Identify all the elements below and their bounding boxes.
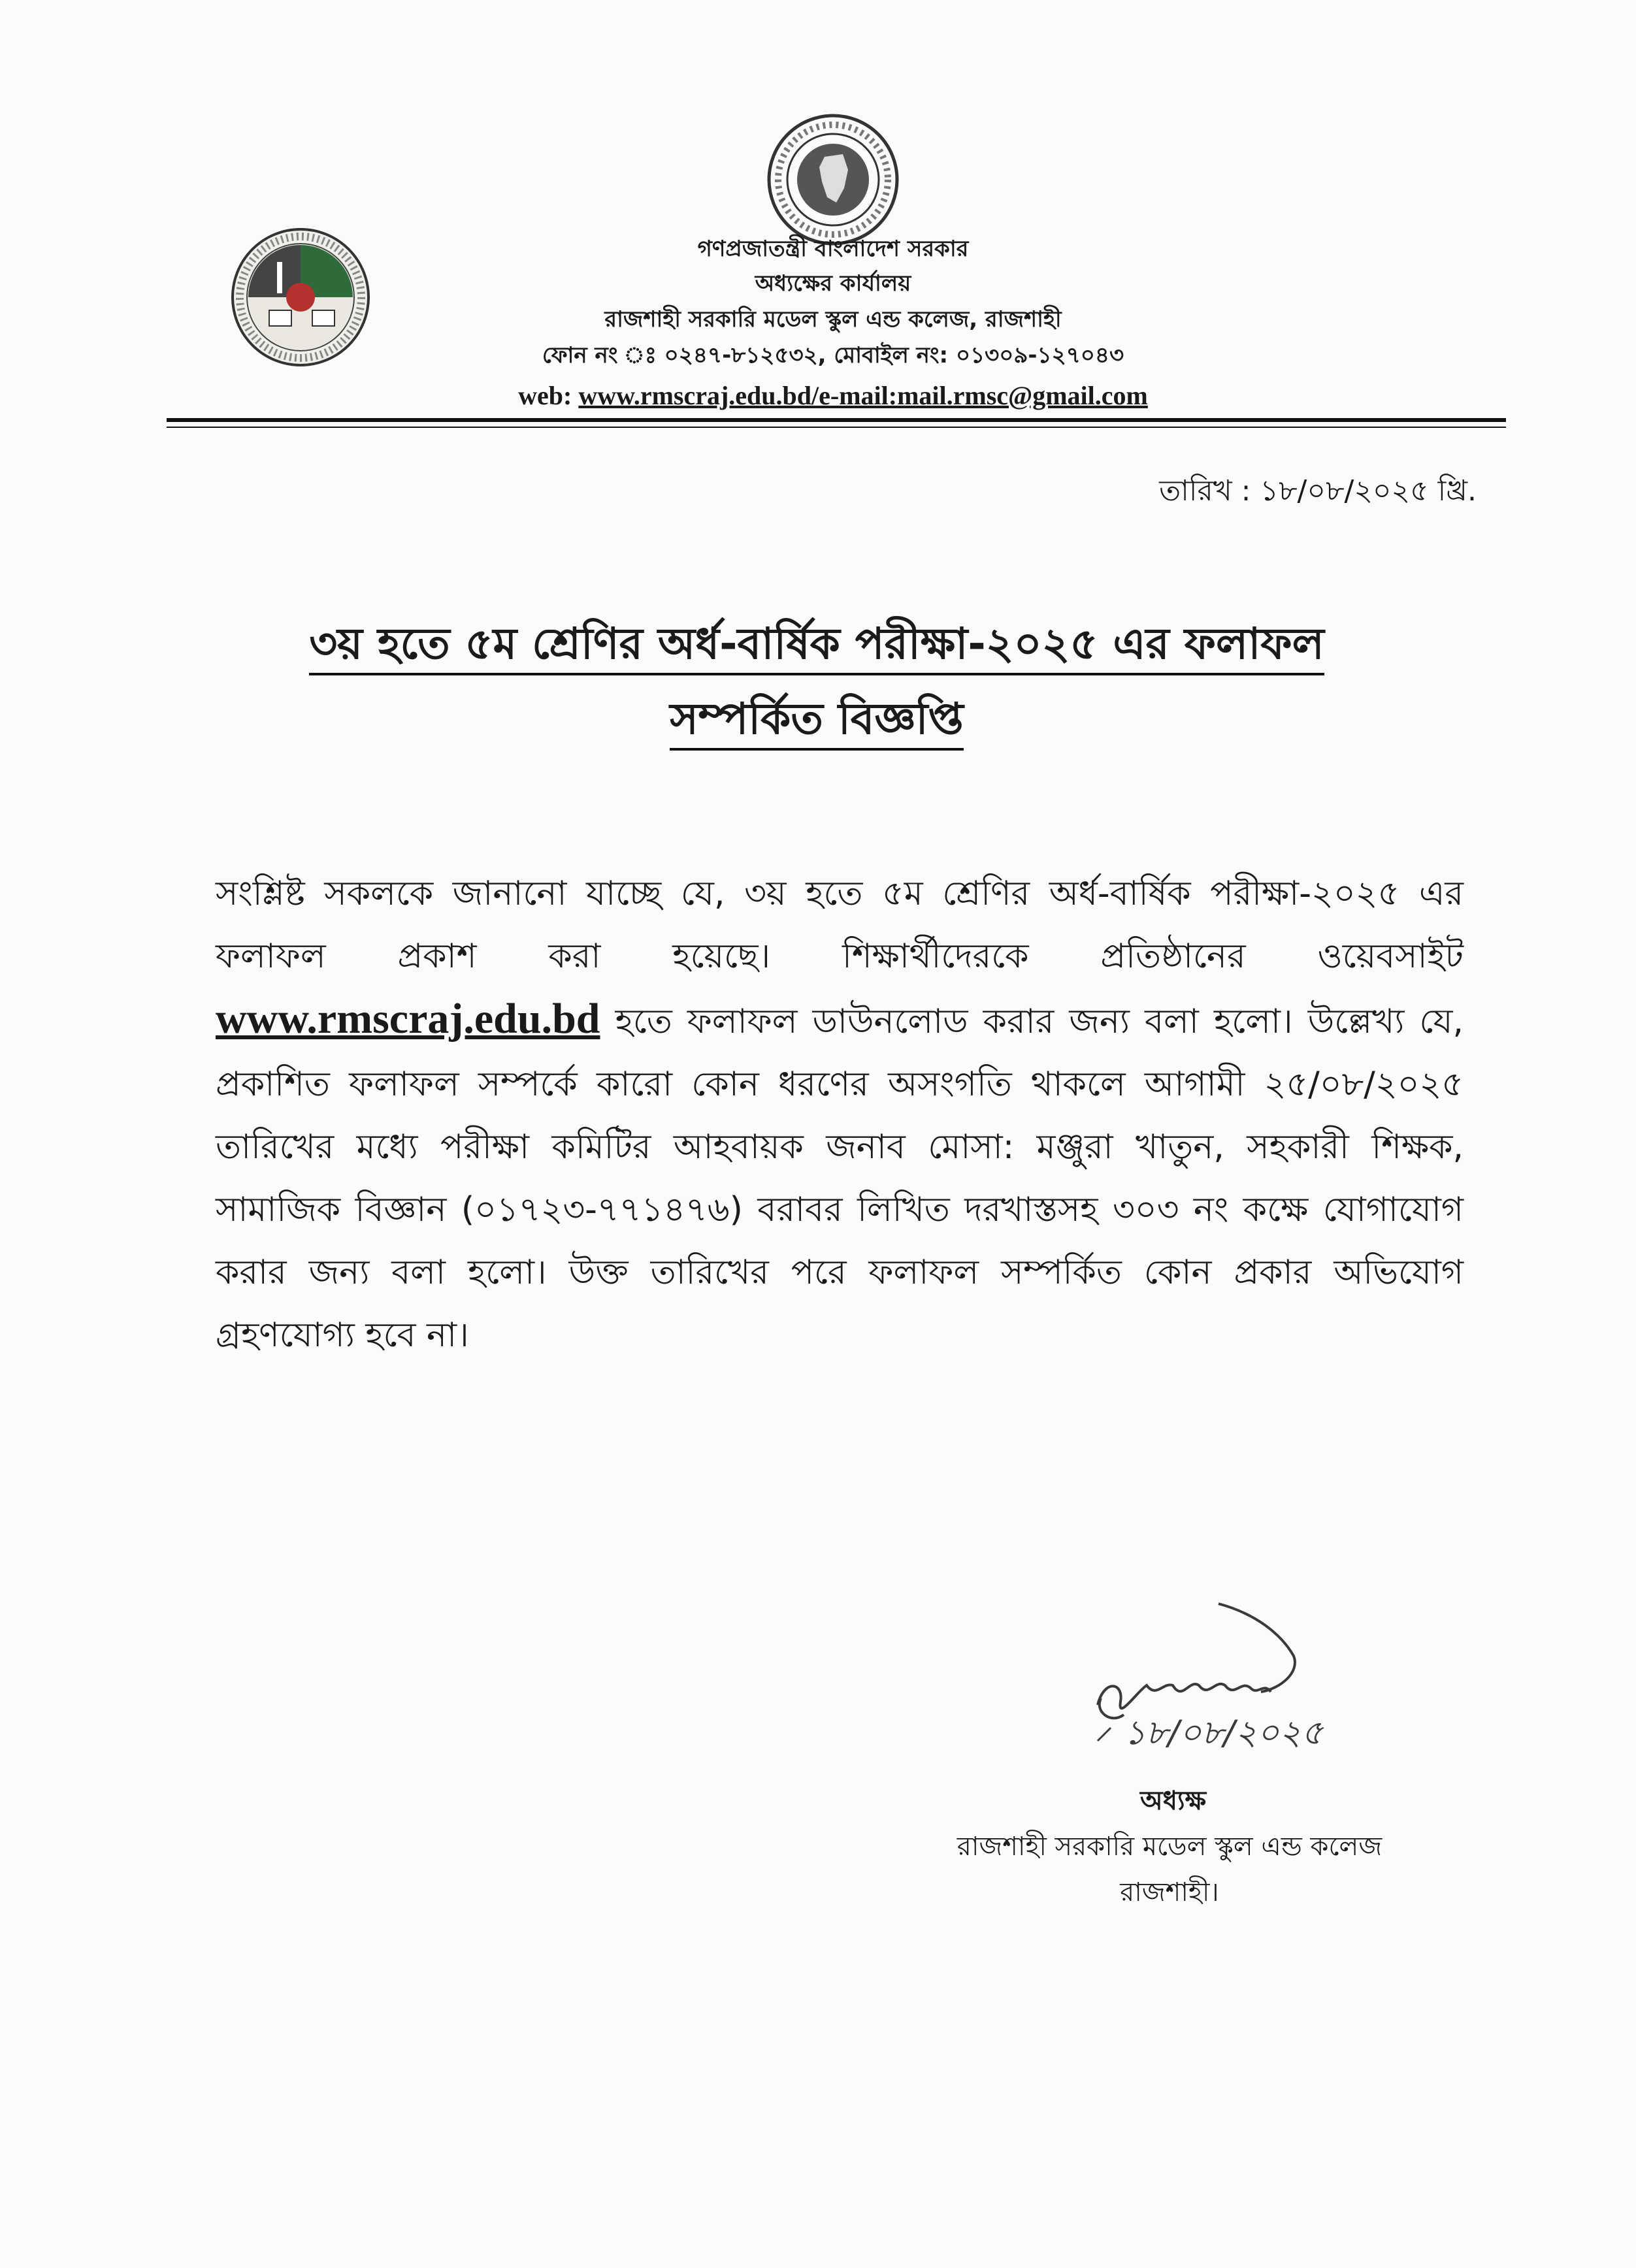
notice-title-line-2 <box>196 686 1437 758</box>
signatory-city: রাজশাহী। <box>1120 1877 1219 1907</box>
web-link[interactable]: www.rmscraj.edu.bd/e-mail:mail.rmsc@gmail.com <box>578 381 1148 410</box>
header-divider-thin <box>167 427 1506 428</box>
notice-body <box>216 862 1464 1367</box>
header-divider <box>167 418 1506 422</box>
body-text-part-2: হতে ফলাফল ডাউনলোড করার জন্য বলা হলো। উল্লেখ্য যে, প্রকাশিত ফলাফল সম্পর্কে কারো কোন ধরণের অসংগতি থাকলে আগামী ২৫/০৮/২০২৫ তারিখের মধ্যে পরীক্ষা কমিটির আহবায়ক জনাব মোসা: মঞ্জুরা খাতুন, সহকারী শিক্ষক, সামাজিক বিজ্ঞান (০১৭২৩-৭৭১৪৭৬) বরাবর লিখিত দরখাস্তসহ ৩০৩ নং কক্ষে যোগাযোগ করার জন্য বলা হলো। উক্ত তারিখের পরে ফলাফল সম্পর্কিত কোন প্রকার অভিযোগ গ্রহণযোগ্য হবে না। <box>216 1002 1464 1355</box>
office-name: অধ্যক্ষের কার্যালয় <box>755 270 911 297</box>
signatory-institution: রাজশাহী সরকারি মডেল স্কুল এন্ড কলেজ <box>957 1832 1382 1862</box>
contact-phone: ফোন নং ঃ ০২৪৭-৮১২৫৩২, মোবাইল নং: ০১৩০৯-১২৭০৪৩ <box>542 342 1124 368</box>
principal-signature <box>1085 1594 1424 1790</box>
signatory-designation: অধ্যক্ষ <box>1140 1786 1207 1816</box>
contact-web <box>457 380 1209 411</box>
title-text-2: সম্পর্কিত বিজ্ঞপ্তি <box>670 694 964 751</box>
school-emblem-icon <box>229 225 372 369</box>
institution-name: রাজশাহী সরকারি মডেল স্কুল এন্ড কলেজ, রাজশাহী <box>604 306 1062 332</box>
website-link[interactable]: www.rmscraj.edu.bd <box>216 995 600 1043</box>
web-label: web: <box>518 381 579 410</box>
government-emblem-icon <box>764 111 902 248</box>
government-name: গণপ্রজাতন্ত্রী বাংলাদেশ সরকার <box>697 236 969 262</box>
title-text-1: ৩য় হতে ৫ম শ্রেণির অর্ধ-বার্ষিক পরীক্ষা-২০২৫ এর ফলাফল <box>309 619 1324 675</box>
signature-date: ১৮/০৮/২০২৫ <box>1124 1713 1324 1753</box>
notice-title-line-1 <box>196 611 1437 683</box>
body-text-part-1: সংশ্লিষ্ট সকলকে জানানো যাচ্ছে যে, ৩য় হতে ৫ম শ্রেণির অর্ধ-বার্ষিক পরীক্ষা-২০২৫ এর ফলাফল প্রকাশ করা হয়েছে। শিক্ষার্থীদেরকে প্রতিষ্ঠানের ওয়েবসাইট <box>216 874 1464 976</box>
notice-date: তারিখ : ১৮/০৮/২০২৫ খ্রি. <box>1159 474 1477 508</box>
